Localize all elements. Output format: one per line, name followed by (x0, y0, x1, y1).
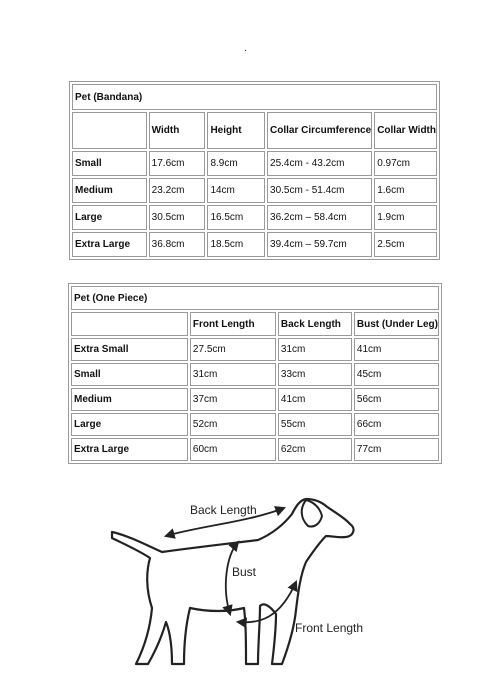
collar-circumference-cell: 30.5cm - 51.4cm (267, 178, 372, 203)
collar-width-cell: 1.9cm (374, 205, 437, 230)
collar-width-cell: 1.6cm (374, 178, 437, 203)
bust-cell: 66cm (354, 413, 439, 436)
size-label: Medium (71, 388, 188, 411)
bust-cell: 41cm (354, 338, 439, 361)
collar-width-cell: 2.5cm (374, 232, 437, 257)
bust-cell: 77cm (354, 438, 439, 461)
bandana-header-size (72, 112, 147, 149)
collar-circumference-cell: 39.4cm – 59.7cm (267, 232, 372, 257)
bandana-header-width: Width (149, 112, 206, 149)
collar-circumference-cell: 36.2cm – 58.4cm (267, 205, 372, 230)
height-cell: 18.5cm (207, 232, 265, 257)
collar-width-cell: 0.97cm (374, 151, 437, 176)
onepiece-header-back-length: Back Length (278, 312, 352, 336)
bust-label: Bust (232, 565, 257, 579)
back-length-label: Back Length (190, 503, 257, 517)
onepiece-header-front-length: Front Length (190, 312, 276, 336)
size-label: Large (72, 205, 147, 230)
size-label: Small (71, 363, 188, 386)
width-cell: 17.6cm (149, 151, 206, 176)
table-row (71, 438, 439, 461)
height-cell: 8.9cm (207, 151, 265, 176)
height-cell: 16.5cm (207, 205, 265, 230)
width-cell: 23.2cm (149, 178, 206, 203)
back-length-cell: 62cm (278, 438, 352, 461)
width-cell: 30.5cm (149, 205, 206, 230)
width-cell: 36.8cm (149, 232, 206, 257)
front-length-cell: 27.5cm (190, 338, 276, 361)
onepiece-table-title: Pet (One Piece) (71, 286, 439, 310)
size-label: Large (71, 413, 188, 436)
table-row (72, 178, 437, 203)
bust-cell: 56cm (354, 388, 439, 411)
height-cell: 14cm (207, 178, 265, 203)
size-label: Small (72, 151, 147, 176)
table-row (72, 151, 437, 176)
bandana-header-collar-width: Collar Width (374, 112, 437, 149)
page-mark: . (244, 43, 247, 54)
back-length-cell: 31cm (278, 338, 352, 361)
size-label: Extra Small (71, 338, 188, 361)
dog-measurement-diagram (100, 490, 370, 680)
size-label: Extra Large (71, 438, 188, 461)
back-length-cell: 55cm (278, 413, 352, 436)
table-row (72, 205, 437, 230)
front-length-cell: 37cm (190, 388, 276, 411)
back-length-cell: 41cm (278, 388, 352, 411)
onepiece-header-size (71, 312, 188, 336)
front-length-arrow (238, 582, 296, 622)
front-length-cell: 52cm (190, 413, 276, 436)
table-row (71, 363, 439, 386)
front-length-label: Front Length (295, 621, 364, 635)
onepiece-header-bust: Bust (Under Leg) (354, 312, 439, 336)
bust-cell: 45cm (354, 363, 439, 386)
size-label: Extra Large (72, 232, 147, 257)
table-row (71, 388, 439, 411)
table-row (71, 413, 439, 436)
bandana-table-title: Pet (Bandana) (72, 84, 437, 110)
collar-circumference-cell: 25.4cm - 43.2cm (267, 151, 372, 176)
table-row (72, 232, 437, 257)
bandana-header-collar-circumference: Collar Circumference (267, 112, 372, 149)
front-length-cell: 60cm (190, 438, 276, 461)
back-length-cell: 33cm (278, 363, 352, 386)
bandana-size-table (69, 81, 440, 260)
size-label: Medium (72, 178, 147, 203)
bandana-header-height: Height (207, 112, 265, 149)
table-row (71, 338, 439, 361)
front-length-cell: 31cm (190, 363, 276, 386)
ear-outline (302, 500, 322, 527)
onepiece-size-table (68, 283, 442, 464)
